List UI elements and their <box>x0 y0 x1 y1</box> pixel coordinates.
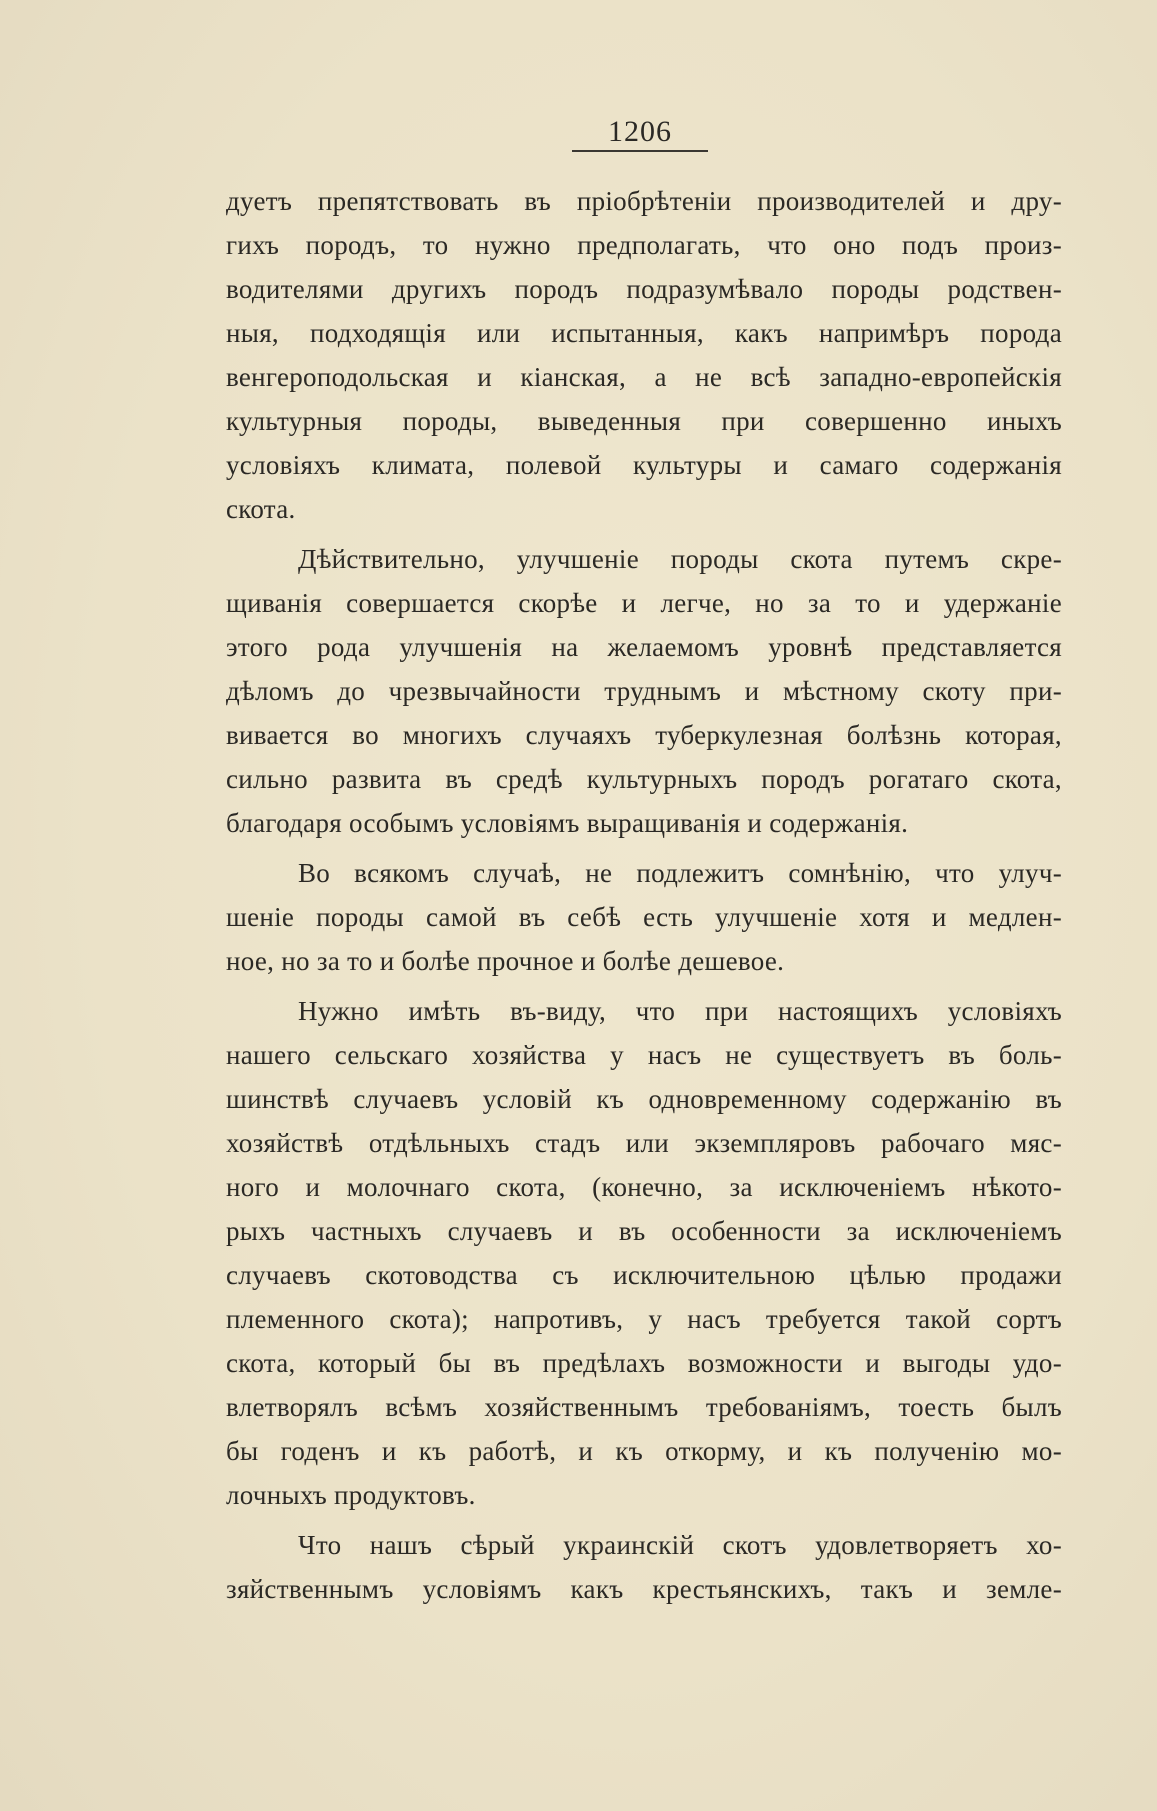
text-line: хозяйствѣ отдѣльныхъ стадъ или экземпляровъ рабочаго мяс- <box>226 1128 1062 1158</box>
text-line: зяйственнымъ условіямъ какъ крестьянскихъ, такъ и земле- <box>226 1574 1062 1604</box>
paragraph <box>226 537 1062 845</box>
text-line: этого рода улучшенія на желаемомъ уровнѣ представляется <box>226 632 1062 662</box>
text-line: Во всякомъ случаѣ, не подлежитъ сомнѣнію, что улуч- <box>298 858 1062 888</box>
text-line: культурныя породы, выведенныя при совершенно иныхъ <box>226 406 1062 436</box>
page-number: 1206 <box>608 115 672 148</box>
text-line: влетворялъ всѣмъ хозяйственнымъ требованіямъ, тоесть былъ <box>226 1392 1062 1422</box>
paragraph <box>226 179 1062 531</box>
text-line: Что нашъ сѣрый украинскій скотъ удовлетворяетъ хо- <box>298 1530 1062 1560</box>
text-line: Дѣйствительно, улучшеніе породы скота путемъ скре- <box>298 544 1062 574</box>
text-line: водителями другихъ породъ подразумѣвало породы родствен- <box>226 274 1062 304</box>
text-line: условіяхъ климата, полевой культуры и самаго содержанія <box>226 450 1062 480</box>
page-number-rule <box>572 150 708 152</box>
text-line: случаевъ скотоводства съ исключительною цѣлью продажи <box>226 1260 1062 1290</box>
text-line: ное, но за то и болѣе прочное и болѣе дешевое. <box>226 946 785 976</box>
text-line: нашего сельскаго хозяйства у насъ не существуетъ въ боль- <box>226 1040 1062 1070</box>
text-line: шинствѣ случаевъ условій къ одновременному содержанію въ <box>226 1084 1062 1114</box>
text-line: рыхъ частныхъ случаевъ и въ особенности за исключеніемъ <box>226 1216 1062 1246</box>
text-line: шеніе породы самой въ себѣ есть улучшеніе хотя и медлен- <box>226 902 1062 932</box>
text-line: ныя, подходящія или испытанныя, какъ напримѣръ порода <box>226 318 1062 348</box>
text-line: бы годенъ и къ работѣ, и къ откорму, и къ полученію мо- <box>226 1436 1062 1466</box>
paragraph <box>226 989 1062 1517</box>
text-line: ного и молочнаго скота, (конечно, за исключеніемъ нѣкото- <box>226 1172 1062 1202</box>
text-line: дуетъ препятствовать въ пріобрѣтеніи производителей и дру- <box>226 186 1062 216</box>
paragraph <box>226 851 1062 983</box>
text-line: сильно развита въ средѣ культурныхъ породъ рогатаго скота, <box>226 764 1062 794</box>
paragraph <box>226 1523 1062 1611</box>
text-line: благодаря особымъ условіямъ выращиванія и содержанія. <box>226 808 909 838</box>
text-line: дѣломъ до чрезвычайности труднымъ и мѣстному скоту при- <box>226 676 1062 706</box>
text-line: племенного скота); напротивъ, у насъ требуется такой сортъ <box>226 1304 1062 1334</box>
text-line: венгероподольская и кіанская, а не всѣ западно-европейскія <box>226 362 1062 392</box>
text-line: скота. <box>226 494 296 524</box>
text-line: лочныхъ продуктовъ. <box>226 1480 476 1510</box>
text-line: Нужно имѣть въ-виду, что при настоящихъ условіяхъ <box>298 996 1062 1026</box>
body-text <box>226 179 1062 1611</box>
text-line: вивается во многихъ случаяхъ туберкулезная болѣзнь которая, <box>226 720 1062 750</box>
text-line: щиванія совершается скорѣе и легче, но за то и удержаніе <box>226 588 1062 618</box>
text-line: скота, который бы въ предѣлахъ возможности и выгоды удо- <box>226 1348 1062 1378</box>
text-line: гихъ породъ, то нужно предполагать, что оно подъ произ- <box>226 230 1062 260</box>
